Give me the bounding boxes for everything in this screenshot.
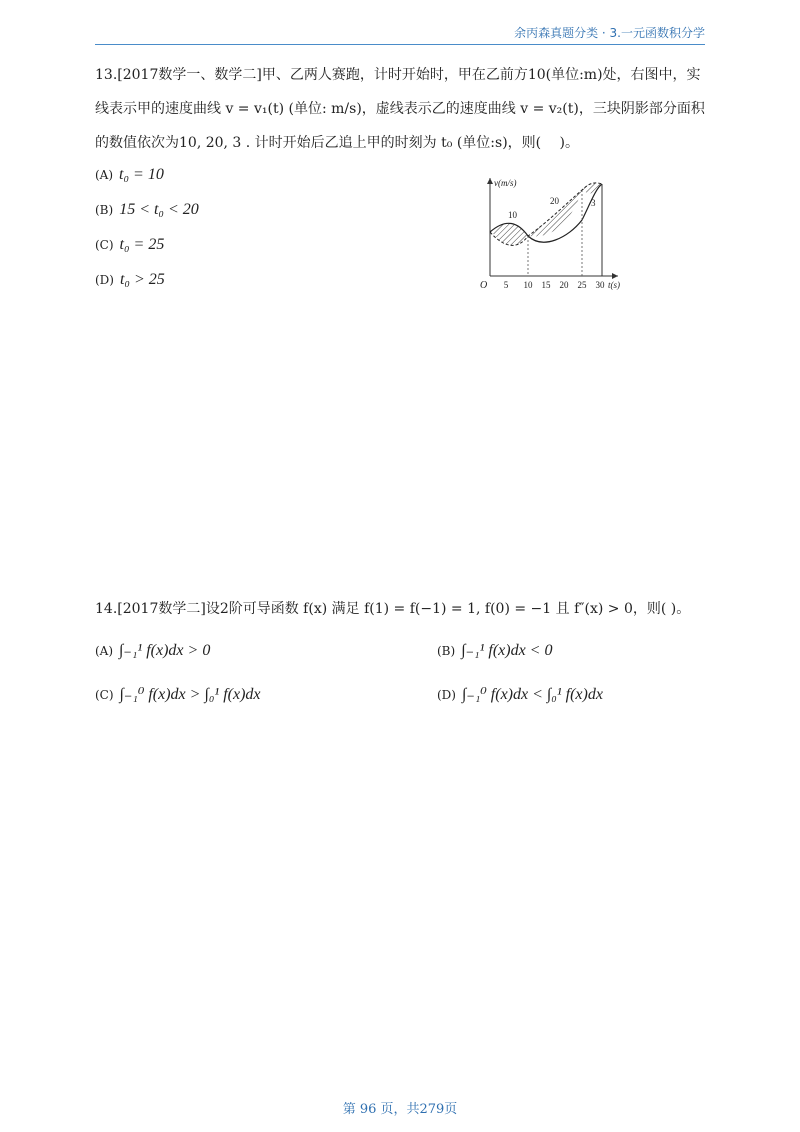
area-label-2: 20 — [550, 196, 559, 206]
area-label-3: 3 — [591, 198, 596, 208]
origin-label: O — [480, 280, 488, 291]
tick-label-10: 10 — [523, 280, 533, 290]
x-axis-arrow — [612, 273, 618, 279]
q13-line-2: 线表示甲的速度曲线 v = v₁(t) (单位: m/s)，虚线表示乙的速度曲线 v = v₂(t)，三块阴影部分面积 — [95, 101, 705, 117]
y-axis-label: v(m/s) — [494, 178, 517, 188]
page-footer: 第 96 页，共279页 — [342, 1102, 458, 1117]
q13-option-d — [95, 271, 165, 289]
question-14 — [95, 592, 715, 626]
q14-option-a — [95, 640, 210, 660]
option-label: (C) — [95, 688, 114, 702]
q13-line-1: 13.[2017数学一、数学二]甲、乙两人赛跑，计时开始时，甲在乙前方10(单位:m)处，右图中，实 — [95, 67, 701, 83]
option-label: (D) — [437, 688, 456, 702]
option-expr: ∫₋₁¹ f(x)dx > 0 — [119, 642, 211, 659]
option-label: (B) — [95, 203, 114, 217]
q13-line-3: 的数值依次为10, 20, 3 . 计时开始后乙追上甲的时刻为 t₀ (单位:s)，则( )。 — [95, 135, 580, 151]
option-expr: t₀ > 25 — [119, 271, 165, 288]
question-13 — [95, 58, 705, 160]
option-label: (A) — [95, 644, 114, 658]
option-label: (A) — [95, 168, 114, 182]
tick-label-5: 5 — [503, 280, 509, 290]
option-expr: ∫₋₁⁰ f(x)dx > ∫₀¹ f(x)dx — [119, 686, 261, 703]
tick-label-15: 15 — [541, 280, 551, 290]
area-label-1: 10 — [508, 210, 517, 220]
option-expr: ∫₋₁⁰ f(x)dx < ∫₀¹ f(x)dx — [461, 686, 603, 703]
option-expr: t₀ = 10 — [119, 166, 164, 183]
tick-label-30: 30 — [595, 280, 605, 290]
tick-label-20: 20 — [559, 280, 569, 290]
q13-option-b — [95, 201, 199, 219]
option-label: (D) — [95, 273, 114, 287]
x-axis-label: t(s) — [608, 280, 620, 290]
q13-option-c — [95, 236, 164, 254]
y-axis-arrow — [487, 178, 493, 184]
q14-option-c — [95, 684, 261, 704]
q14-stem: 14.[2017数学二]设2阶可导函数 f(x) 满足 f(1) = f(−1) = 1, f(0) = −1 且 f″(x) > 0，则( )。 — [95, 601, 691, 617]
option-expr: 15 < t₀ < 20 — [119, 201, 199, 218]
page-header: 余丙森真题分类 · 3.一元函数积分学 — [95, 22, 705, 45]
option-label: (C) — [95, 238, 114, 252]
option-label: (B) — [437, 644, 456, 658]
option-expr: t₀ = 25 — [119, 236, 165, 253]
q14-option-b — [437, 640, 552, 660]
velocity-graph — [478, 170, 623, 300]
q14-option-d — [437, 684, 603, 704]
q13-option-a — [95, 166, 164, 184]
option-expr: ∫₋₁¹ f(x)dx < 0 — [461, 642, 553, 659]
tick-label-25: 25 — [577, 280, 587, 290]
